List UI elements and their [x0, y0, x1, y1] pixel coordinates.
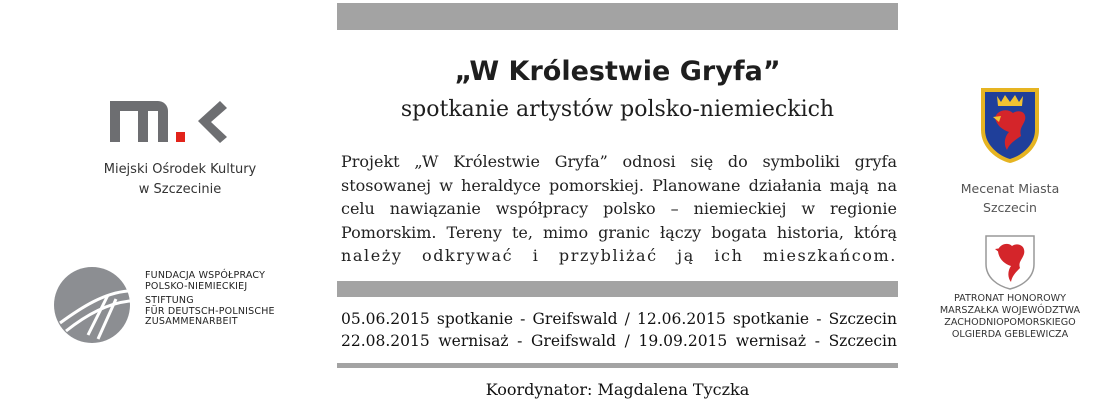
mecenat-line: Mecenat Miasta — [960, 181, 1060, 196]
fundacja-line: FUNDACJA WSPÓŁPRACY — [145, 270, 266, 281]
page-title: „W Królestwie Gryfa” — [454, 56, 781, 87]
zachodniopomorskie-coat-of-arms — [984, 234, 1036, 290]
fundacja-line: ZUSAMMENARBEIT — [145, 316, 238, 327]
fundacja-text — [145, 271, 275, 328]
fundacja-line: FÜR DEUTSCH-POLNISCHE — [145, 305, 275, 317]
description-line: należy odkrywać i przybliżać ją ich mieszkańcom. — [341, 246, 897, 265]
middle-divider-bar — [337, 281, 898, 297]
description-line: stosowanej w heraldyce pomorskiej. Planowane działania mają na — [341, 175, 897, 195]
szczecin-griffin-shield-icon — [979, 86, 1041, 164]
mok-logo-icon — [110, 101, 230, 151]
west-pomeranian-griffin-icon — [984, 234, 1036, 290]
fundacja-globe-icon — [52, 265, 132, 345]
description-line: Projekt „W Królestwie Gryfa” odnosi się do symboliki gryfa — [341, 152, 897, 171]
patronat-line: PATRONAT HONOROWY — [953, 293, 1067, 304]
patronat-line: MARSZAŁKA WOJEWÓDZTWA — [939, 305, 1081, 316]
description-line: celu nawiązanie współpracy polsko – niemieckiej w regionie — [341, 199, 897, 218]
patronat-line: OLGIERDA GEBLEWICZA — [951, 329, 1069, 340]
fundacja-logo — [52, 265, 132, 345]
mok-caption-line: w Szczecinie — [138, 182, 222, 197]
patronat-caption — [920, 293, 1100, 341]
patronat-line: ZACHODNIOPOMORSKIEGO — [944, 317, 1076, 328]
mecenat-caption — [930, 179, 1090, 217]
fundacja-line: POLSKO-NIEMIECKIEJ — [145, 280, 248, 292]
mok-caption-line: Miejski Ośrodek Kultury — [103, 162, 257, 177]
szczecin-coat-of-arms — [979, 86, 1041, 164]
mecenat-line: Szczecin — [983, 200, 1037, 215]
project-description — [341, 150, 897, 268]
page-subtitle: spotkanie artystów polsko-niemieckich — [400, 97, 835, 122]
schedule-line-1: 05.06.2015 spotkanie - Greifswald / 12.06.2015 spotkanie - Szczecin — [341, 310, 897, 328]
top-divider-bar — [337, 3, 898, 30]
coordinator-line: Koordynator: Magdalena Tyczka — [485, 380, 750, 399]
description-line: Pomorskim. Tereny te, mimo granic łączy bogata historia, którą — [341, 222, 897, 242]
bottom-divider-bar — [337, 363, 898, 368]
schedule-line-2: 22.08.2015 wernisaż - Greifswald / 19.09.2015 wernisaż - Szczecin — [341, 332, 897, 350]
mok-caption — [70, 160, 290, 200]
mok-logo — [110, 101, 230, 151]
fundacja-line: STIFTUNG — [145, 295, 194, 306]
